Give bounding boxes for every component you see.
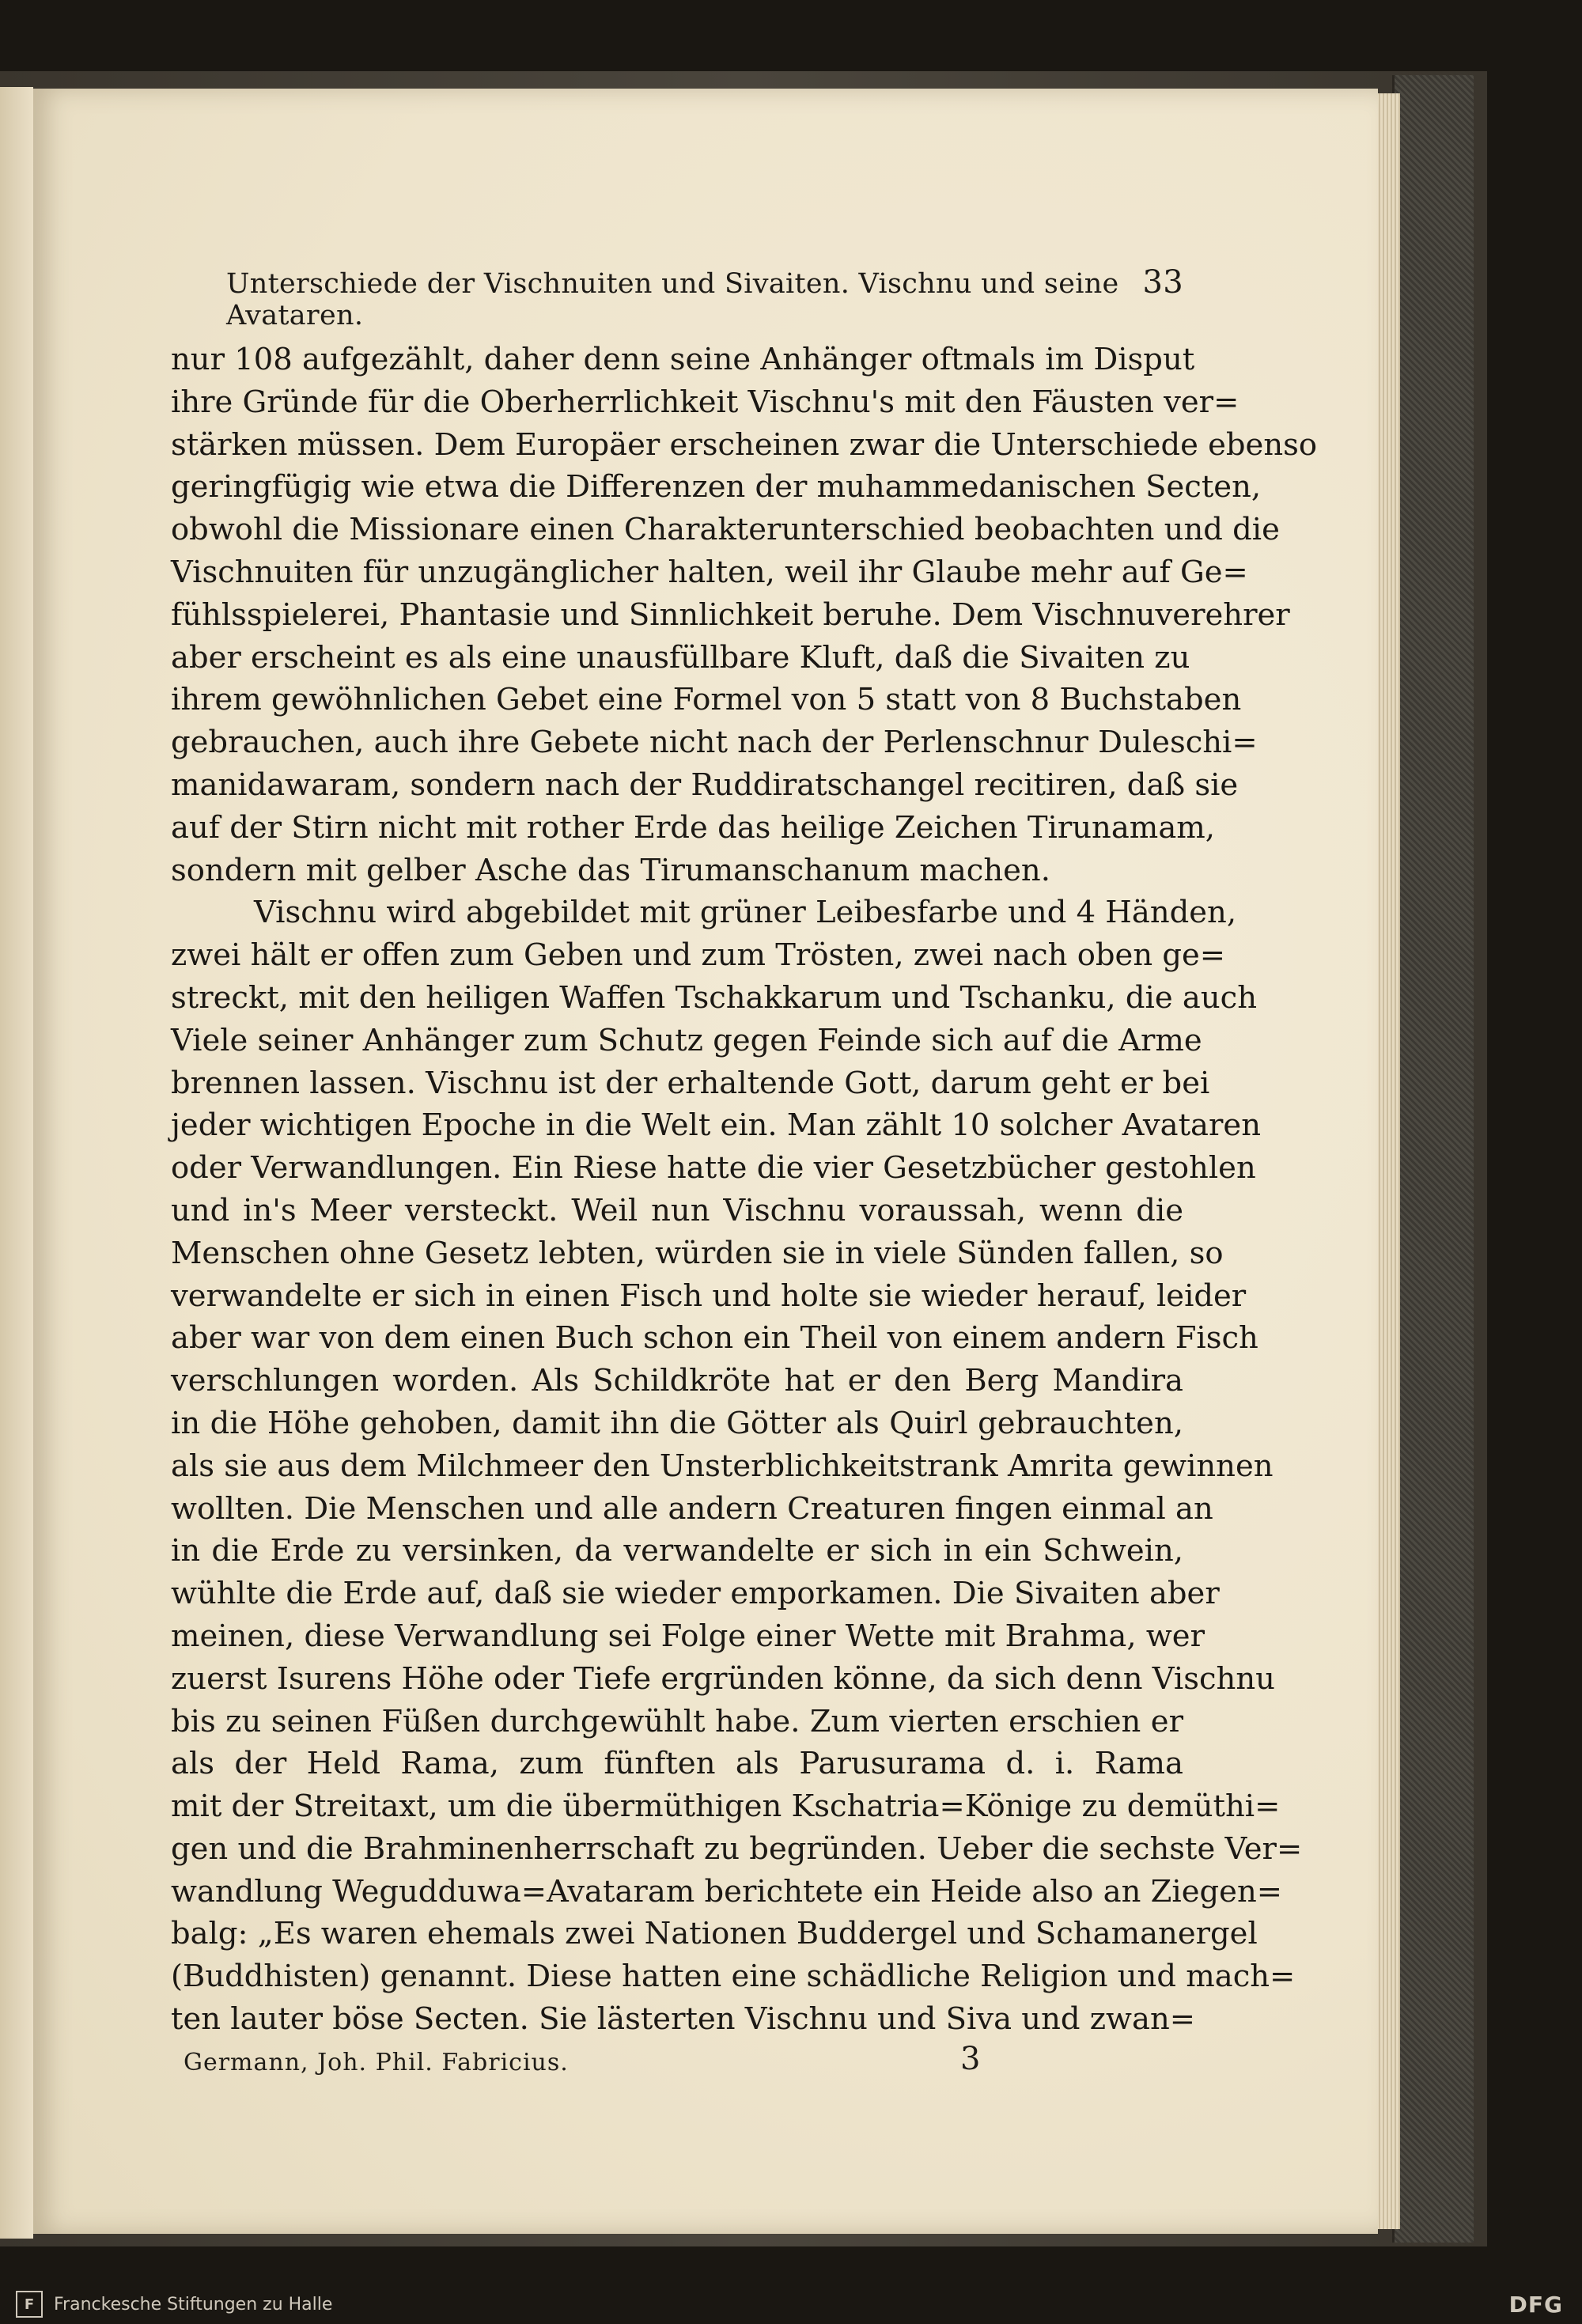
text-line: nur 108 aufgezählt, daher denn seine Anhänger oftmals im Disput [171,342,1195,377]
text-line: gen und die Brahminenherrschaft zu begründen. Ueber die sechste Ver= [171,1830,1303,1867]
text-line: jeder wichtigen Epoche in die Welt ein. Man zählt 10 solcher Avataren [171,1107,1261,1144]
text-line: stärken müssen. Dem Europäer erscheinen zwar die Unterschiede ebenso [171,426,1318,463]
text-line: ihre Gründe für die Oberherrlichkeit Vischnu's mit den Fäusten ver= [171,384,1239,420]
text-line: wandlung Wegudduwa=Avataram berichtete ein Heide also an Ziegen= [171,1873,1283,1910]
text-line: balg: „Es waren ehemals zwei Nationen Buddergel und Schamanergel [171,1916,1258,1952]
text-line: fühlsspielerei, Phantasie und Sinnlichkeit beruhe. Dem Vischnuverehrer [171,596,1290,633]
text-line: aber war von dem einen Buch schon ein Theil von einem andern Fisch [171,1320,1258,1357]
text-line: wühlte die Erde auf, daß sie wieder emporkamen. Die Sivaiten aber [171,1576,1220,1612]
text-line: in die Höhe gehoben, damit ihn die Götter als Quirl gebrauchten, [171,1405,1183,1441]
text-line: Vischnu wird abgebildet mit grüner Leibesfarbe und 4 Händen, [254,895,1237,931]
text-line: Vischnuiten für unzugänglicher halten, weil ihr Glaube mehr auf Ge= [171,554,1248,590]
institution-name: Franckesche Stiftungen zu Halle [54,2294,333,2315]
text-line: oder Verwandlungen. Ein Riese hatte die vier Gesetzbücher gestohlen [171,1150,1256,1187]
text-line: verschlungen worden. Als Schildkröte hat er den Berg Mandira [171,1363,1183,1399]
viewer-footer [0,2284,1582,2324]
text-line: streckt, mit den heiligen Waffen Tschakkarum und Tschanku, die auch [171,979,1257,1016]
text-line: mit der Streitaxt, um die übermüthigen Kschatria=Könige zu demüthi= [171,1788,1281,1825]
text-line: manidawaram, sondern nach der Ruddiratschangel recitiren, daß sie [171,766,1239,803]
text-line: bis zu seinen Füßen durchgewühlt habe. Zum vierten erschien er [171,1703,1183,1739]
running-head-title: Unterschiede der Vischnuiten und Sivaiten. Vischnu und seine Avataren. [226,268,1119,331]
text-line: ihrem gewöhnlichen Gebet eine Formel von 5 statt von 8 Buchstaben [171,682,1242,718]
signature-mark: 3 [960,2041,981,2077]
text-line: in die Erde zu versinken, da verwandelte er sich in ein Schwein, [171,1533,1183,1569]
text-line: Menschen ohne Gesetz lebten, würden sie in viele Sünden fallen, so [171,1235,1224,1271]
text-line: (Buddhisten) genannt. Diese hatten eine schädliche Religion und mach= [171,1959,1296,1995]
text-line: als der Held Rama, zum fünften als Parusurama d. i. Rama [171,1746,1183,1782]
text-line: zwei hält er offen zum Geben und zum Trösten, zwei nach oben ge= [171,937,1226,974]
book-cover-edge [1392,75,1474,2243]
text-line: wollten. Die Menschen und alle andern Creaturen fingen einmal an [171,1490,1213,1527]
text-line: meinen, diese Verwandlung sei Folge einer Wette mit Brahma, wer [171,1618,1205,1654]
text-line: aber erscheint es als eine unausfüllbare Kluft, daß die Sivaiten zu [171,639,1190,676]
text-line: als sie aus dem Milchmeer den Unsterblichkeitstrank Amrita gewinnen [171,1448,1274,1484]
text-line: ten lauter böse Secten. Sie lästerten Vischnu und Siva und zwan= [171,2001,1195,2038]
text-line: geringfügig wie etwa die Differenzen der muhammedanischen Secten, [171,469,1262,505]
text-line: Viele seiner Anhänger zum Schutz gegen Feinde sich auf die Arme [171,1022,1202,1058]
page-number: 33 [1142,264,1183,301]
institution-logo-icon: F [16,2291,43,2318]
text-line: obwohl die Missionare einen Charakterunterschied beobachten und die [171,512,1280,548]
body-text [171,339,1318,2041]
text-line: auf der Stirn nicht mit rother Erde das heilige Zeichen Tirunamam, [171,809,1216,846]
running-header [226,264,1183,331]
text-line: verwandelte er sich in einen Fisch und holte sie wieder herauf, leider [171,1277,1247,1314]
facing-page-edge [0,87,33,2239]
text-line: gebrauchen, auch ihre Gebete nicht nach der Perlenschnur Duleschi= [171,725,1258,761]
text-line: brennen lassen. Vischnu ist der erhaltende Gott, darum geht er bei [171,1065,1210,1101]
text-line: und in's Meer versteckt. Weil nun Vischnu voraussah, wenn die [171,1192,1183,1228]
text-line: zuerst Isurens Höhe oder Tiefe ergründen könne, da sich denn Vischnu [171,1660,1275,1697]
text-line: sondern mit gelber Asche das Tirumanschanum machen. [171,852,1050,888]
dfg-logo: DFG [1508,2291,1563,2318]
footer-author: Germann, Joh. Phil. Fabricius. [184,2049,569,2076]
